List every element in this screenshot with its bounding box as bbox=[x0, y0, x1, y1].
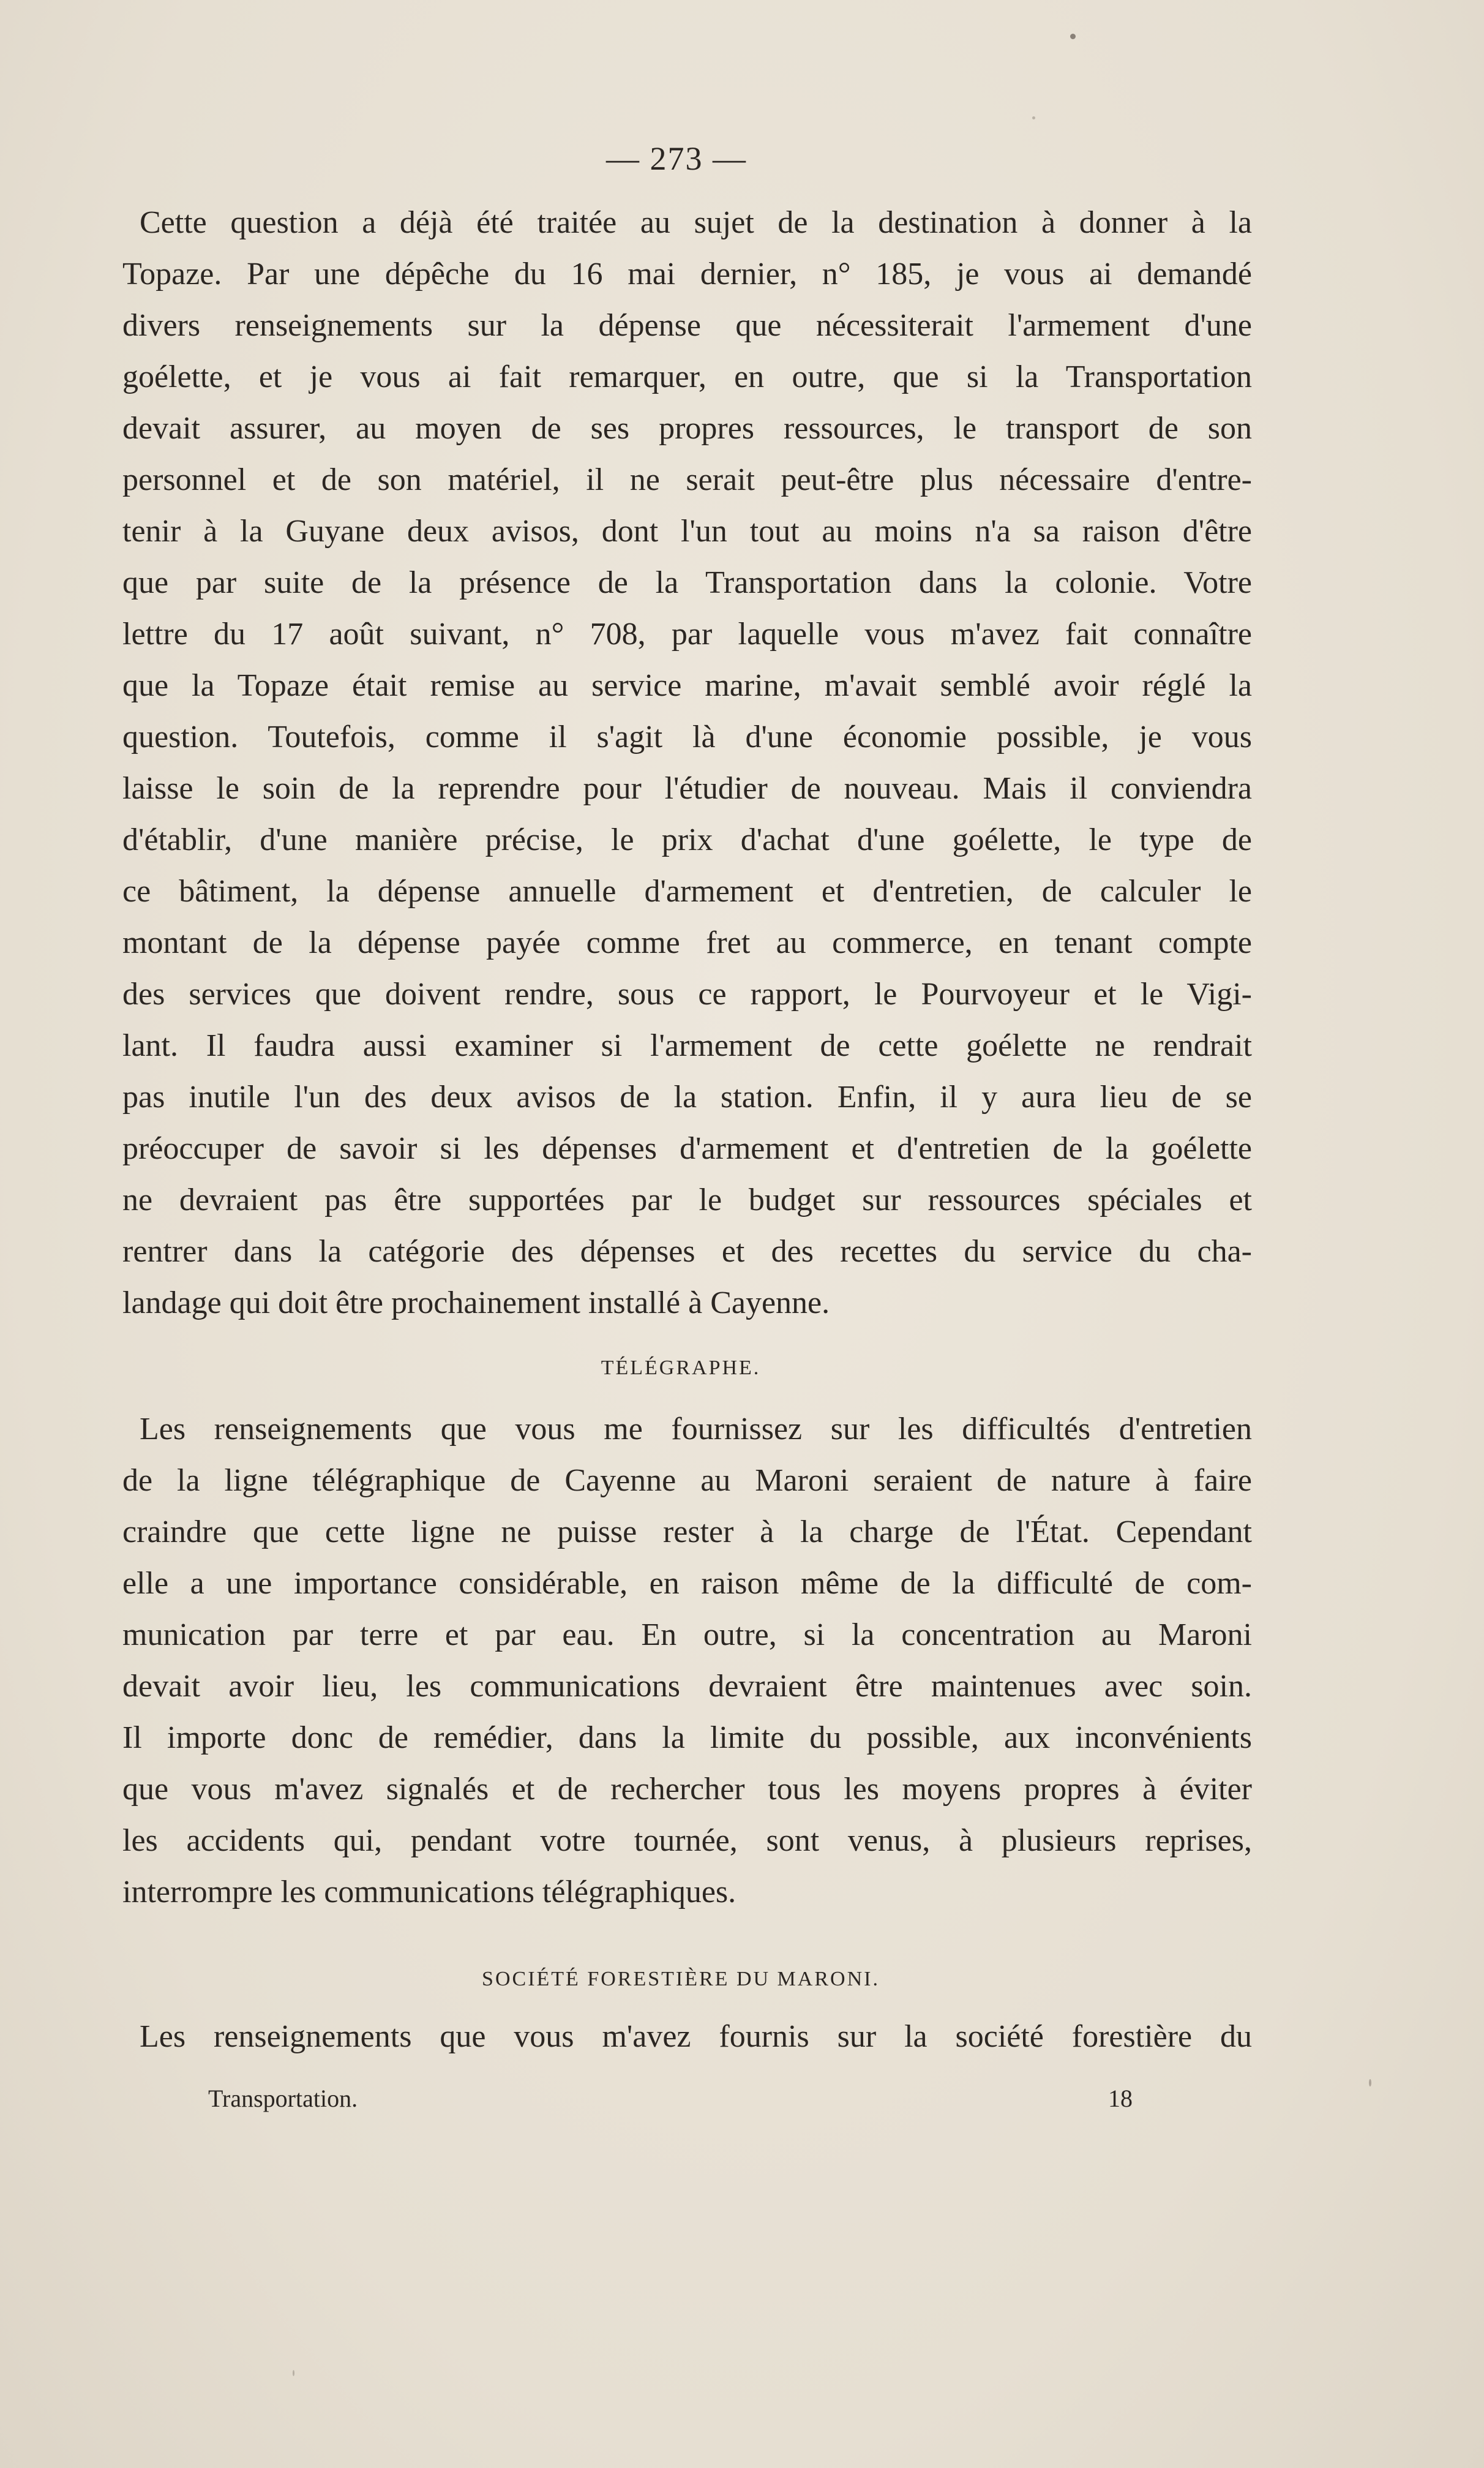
section-heading-telegraphe: TÉLÉGRAPHE. bbox=[601, 1356, 761, 1379]
paragraph-telegraphe bbox=[122, 1404, 1252, 1918]
page-footer bbox=[208, 2084, 1133, 2113]
text-line: que par suite de la présence de la Transportation dans la colonie. Votre bbox=[122, 565, 1252, 600]
text-line: pas inutile l'un des deux avisos de la station. Enfin, il y aura lieu de se bbox=[122, 1080, 1252, 1115]
text-line: devait avoir lieu, les communications devraient être maintenues avec soin. bbox=[122, 1669, 1252, 1704]
text-line: devait assurer, au moyen de ses propres ressources, le transport de son bbox=[122, 411, 1252, 446]
paper-speck bbox=[1070, 34, 1076, 39]
text-line: ne devraient pas être supportées par le budget sur ressources spéciales et bbox=[122, 1183, 1252, 1217]
text-line: lettre du 17 août suivant, n° 708, par laquelle vous m'avez fait connaître bbox=[122, 617, 1252, 652]
text-line: elle a une importance considérable, en raison même de la difficulté de com- bbox=[122, 1566, 1252, 1601]
text-line: que la Topaze était remise au service marine, m'avait semblé avoir réglé la bbox=[122, 668, 1252, 703]
text-line: laisse le soin de la reprendre pour l'étudier de nouveau. Mais il conviendra bbox=[122, 771, 1252, 806]
text-line: que vous m'avez signalés et de rechercher tous les moyens propres à éviter bbox=[122, 1772, 1252, 1807]
footer-sheet-number: 18 bbox=[1108, 2085, 1133, 2112]
paragraph-topaze bbox=[122, 197, 1252, 1329]
page-number: — 273 — bbox=[606, 140, 747, 177]
text-line: tenir à la Guyane deux avisos, dont l'un tout au moins n'a sa raison d'être bbox=[122, 514, 1252, 549]
text-line: Topaze. Par une dépêche du 16 mai dernier, n° 185, je vous ai demandé bbox=[122, 257, 1252, 292]
text-line: rentrer dans la catégorie des dépenses et des recettes du service du cha- bbox=[122, 1234, 1252, 1269]
text-line: landage qui doit être prochainement installé à Cayenne. bbox=[122, 1285, 830, 1320]
text-line: des services que doivent rendre, sous ce rapport, le Pourvoyeur et le Vigi- bbox=[122, 977, 1252, 1012]
section-heading-societe-forestiere: SOCIÉTÉ FORESTIÈRE DU MARONI. bbox=[482, 1968, 880, 1990]
text-line: Cette question a déjà été traitée au sujet de la destination à donner à la bbox=[140, 205, 1252, 240]
text-line: de la ligne télégraphique de Cayenne au Maroni seraient de nature à faire bbox=[122, 1463, 1252, 1498]
text-line: interrompre les communications télégraphiques. bbox=[122, 1875, 736, 1909]
text-line: préoccuper de savoir si les dépenses d'armement et d'entretien de la goélette bbox=[122, 1131, 1252, 1166]
paper-speck bbox=[1032, 116, 1035, 119]
text-line: ce bâtiment, la dépense annuelle d'armement et d'entretien, de calculer le bbox=[122, 874, 1252, 909]
text-line: divers renseignements sur la dépense que nécessiterait l'armement d'une bbox=[122, 308, 1252, 343]
text-line: goélette, et je vous ai fait remarquer, en outre, que si la Transportation bbox=[122, 359, 1252, 394]
paper-speck bbox=[1369, 2079, 1371, 2086]
text-line: craindre que cette ligne ne puisse rester à la charge de l'État. Cependant bbox=[122, 1514, 1252, 1549]
paper-speck bbox=[293, 2370, 294, 2376]
text-line: lant. Il faudra aussi examiner si l'armement de cette goélette ne rendrait bbox=[122, 1028, 1252, 1063]
text-line: Les renseignements que vous me fournissez sur les difficultés d'entretien bbox=[140, 1412, 1252, 1447]
footer-signature-mark: Transportation. bbox=[208, 2085, 358, 2112]
text-line: question. Toutefois, comme il s'agit là d'une économie possible, je vous bbox=[122, 720, 1252, 754]
text-line: munication par terre et par eau. En outre, si la concentration au Maroni bbox=[122, 1617, 1252, 1652]
text-line: les accidents qui, pendant votre tournée, sont venus, à plusieurs reprises, bbox=[122, 1823, 1252, 1858]
text-line: personnel et de son matériel, il ne serait peut-être plus nécessaire d'entre- bbox=[122, 462, 1252, 497]
text-line: montant de la dépense payée comme fret au commerce, en tenant compte bbox=[122, 925, 1252, 960]
text-line: Il importe donc de remédier, dans la limite du possible, aux inconvénients bbox=[122, 1720, 1252, 1755]
paragraph-societe-forestiere bbox=[122, 2011, 1252, 2063]
text-line: d'établir, d'une manière précise, le prix d'achat d'une goélette, le type de bbox=[122, 822, 1252, 857]
text-line: Les renseignements que vous m'avez fournis sur la société forestière du bbox=[140, 2019, 1252, 2054]
